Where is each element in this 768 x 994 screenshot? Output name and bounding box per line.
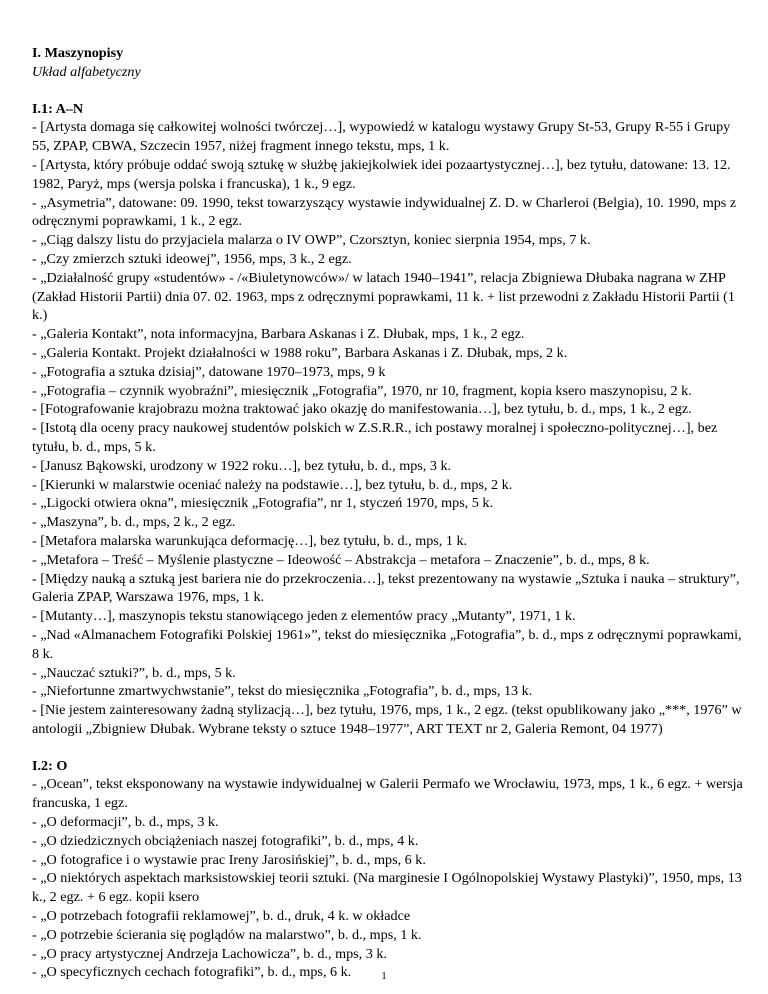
list-item: - [Nie jestem zainteresowany żadną stylizacją…], bez tytułu, 1976, mps, 1 k., 2 egz. (tekst opublikowany jako „***, 1976” w antologii „Zbigniew Dłubak. Wybrane teksty o sztuce 1948–1977”, ART TEXT nr 2, Galeria Remont, 04 1977) <box>32 702 742 737</box>
page-number: 1 <box>381 970 387 982</box>
section-a-n-entries <box>32 118 744 738</box>
list-item: - „Ligocki otwiera okna”, miesięcznik „Fotografia”, nr 1, styczeń 1970, mps, 5 k. <box>32 495 493 512</box>
list-item: - „O specyficznych cechach fotografiki”, b. d., mps, 6 k. <box>32 964 352 981</box>
list-item: - [Artysta domaga się całkowitej wolności twórczej…], wypowiedź w katalogu wystawy Grupy St-53, Grupy R-55 i Grupy 55, ZPAP, CBWA, Szczecin 1957, niżej fragment innego tekstu, mps, 1 k. <box>32 119 731 155</box>
document-subtitle: Układ alfabetyczny <box>32 63 141 80</box>
section-o-entries <box>32 775 744 982</box>
list-item: - „O pracy artystycznej Andrzeja Lachowicza”, b. d., mps, 3 k. <box>32 945 387 962</box>
list-item: - „Galeria Kontakt”, nota informacyjna, Barbara Askanas i Z. Dłubak, mps, 1 k., 2 egz. <box>32 326 525 343</box>
list-item: - „Fotografia a sztuka dzisiaj”, datowane 1970–1973, mps, 9 k <box>32 363 386 380</box>
list-item: - [Fotografowanie krajobrazu można traktować jako okazję do manifestowania…], bez tytułu, b. d., mps, 1 k., 2 egz. <box>32 401 692 418</box>
list-item: - „Fotografia – czynnik wyobraźni”, miesięcznik „Fotografia”, 1970, nr 10, fragment, kopia ksero maszynopisu, 2 k. <box>32 382 692 399</box>
list-item: - „Ocean”, tekst eksponowany na wystawie indywidualnej w Galerii Permafo we Wrocławiu, 1973, mps, 1 k., 6 egz. + wersja francuska, 1 egz. <box>32 776 743 812</box>
list-item: - „Niefortunne zmartwychwstanie”, tekst do miesięcznika „Fotografia”, b. d., mps, 13 k. <box>32 683 533 700</box>
list-item: - [Mutanty…], maszynopis tekstu stanowiącego jeden z elementów pracy „Mutanty”, 1971, 1 k. <box>32 608 576 625</box>
list-item: - [Kierunki w malarstwie oceniać należy na podstawie…], bez tytułu, b. d., mps, 2 k. <box>32 476 513 493</box>
list-item: - „O potrzebie ścierania się poglądów na malarstwo”, b. d., mps, 1 k. <box>32 926 422 943</box>
list-item: - „O niektórych aspektach marksistowskiej teorii sztuki. (Na marginesie I Ogólnopolskiej Wystawy Plastyki)”, 1950, mps, 13 k., 2 egz. + 6 egz. kopii ksero <box>32 870 742 906</box>
list-item: - „O fotografice i o wystawie prac Ireny Jarosińskiej”, b. d., mps, 6 k. <box>32 851 426 868</box>
list-item: - [Artysta, który próbuje oddać swoją sztukę w służbę jakiejkolwiek idei pozaartystycznej…], bez tytułu, datowane: 13. 12. 1982, Paryż, mps (wersja polska i francuska), 1 k., 9 egz. <box>32 156 731 192</box>
list-item: - „Nad «Almanachem Fotografiki Polskiej 1961»”, tekst do miesięcznika „Fotografia”, b. d., mps z odręcznymi poprawkami, 8 k. <box>32 626 742 662</box>
list-item: - „O deformacji”, b. d., mps, 3 k. <box>32 814 219 831</box>
list-item: - „Asymetria”, datowane: 09. 1990, tekst towarzyszący wystawie indywidualnej Z. D. w Charleroi (Belgia), 10. 1990, mps z odręcznymi poprawkami, 1 k., 2 egz. <box>32 194 737 230</box>
list-item: - [Istotą dla oceny pracy naukowej studentów polskich w Z.S.R.R., ich postawy moralnej i społeczno-politycznej…], bez tytułu, b. d., mps, 5 k. <box>32 420 718 455</box>
list-item: - „Działalność grupy «studentów» - /«Biuletynowców»/ w latach 1940–1941”, relacja Zbigniewa Dłubaka nagrana w ZHP (Zakład Historii Partii) dnia 07. 02. 1963, mps z odręcznymi poprawkami, 11 k. + list przewodni z Zakładu Historii Partii (1 k.) <box>32 269 735 324</box>
list-item: - „Nauczać sztuki?”, b. d., mps, 5 k. <box>32 664 236 681</box>
document-title: I. Maszynopisy <box>32 45 124 61</box>
section-heading-a-n: I.1: A–N <box>32 100 84 117</box>
list-item: - „Czy zmierzch sztuki ideowej”, 1956, mps, 3 k., 2 egz. <box>32 250 352 267</box>
list-item: - „O potrzebach fotografii reklamowej”, b. d., druk, 4 k. w okładce <box>32 908 411 925</box>
list-item: - „Galeria Kontakt. Projekt działalności w 1988 roku”, Barbara Askanas i Z. Dłubak, mps, 2 k. <box>32 344 568 361</box>
document-page <box>32 44 744 982</box>
list-item: - [Metafora malarska warunkująca deformację…], bez tytułu, b. d., mps, 1 k. <box>32 532 468 549</box>
list-item: - [Janusz Bąkowski, urodzony w 1922 roku…], bez tytułu, b. d., mps, 3 k. <box>32 457 452 474</box>
list-item: - [Między nauką a sztuką jest bariera nie do przekroczenia…], tekst prezentowany na wystawie „Sztuka i nauka – struktury”, Galeria ZPAP, Warszawa 1976, mps, 1 k. <box>32 570 740 606</box>
section-heading-o: I.2: O <box>32 757 68 774</box>
list-item: - „Metafora – Treść – Myślenie plastyczne – Ideowość – Abstrakcja – metafora – Znaczenie”, b. d., mps, 8 k. <box>32 551 650 568</box>
list-item: - „Ciąg dalszy listu do przyjaciela malarza o IV OWP”, Czorsztyn, koniec sierpnia 1954, mps, 7 k. <box>32 232 591 249</box>
list-item: - „O dziedzicznych obciążeniach naszej fotografiki”, b. d., mps, 4 k. <box>32 832 419 849</box>
list-item: - „Maszyna”, b. d., mps, 2 k., 2 egz. <box>32 514 236 531</box>
